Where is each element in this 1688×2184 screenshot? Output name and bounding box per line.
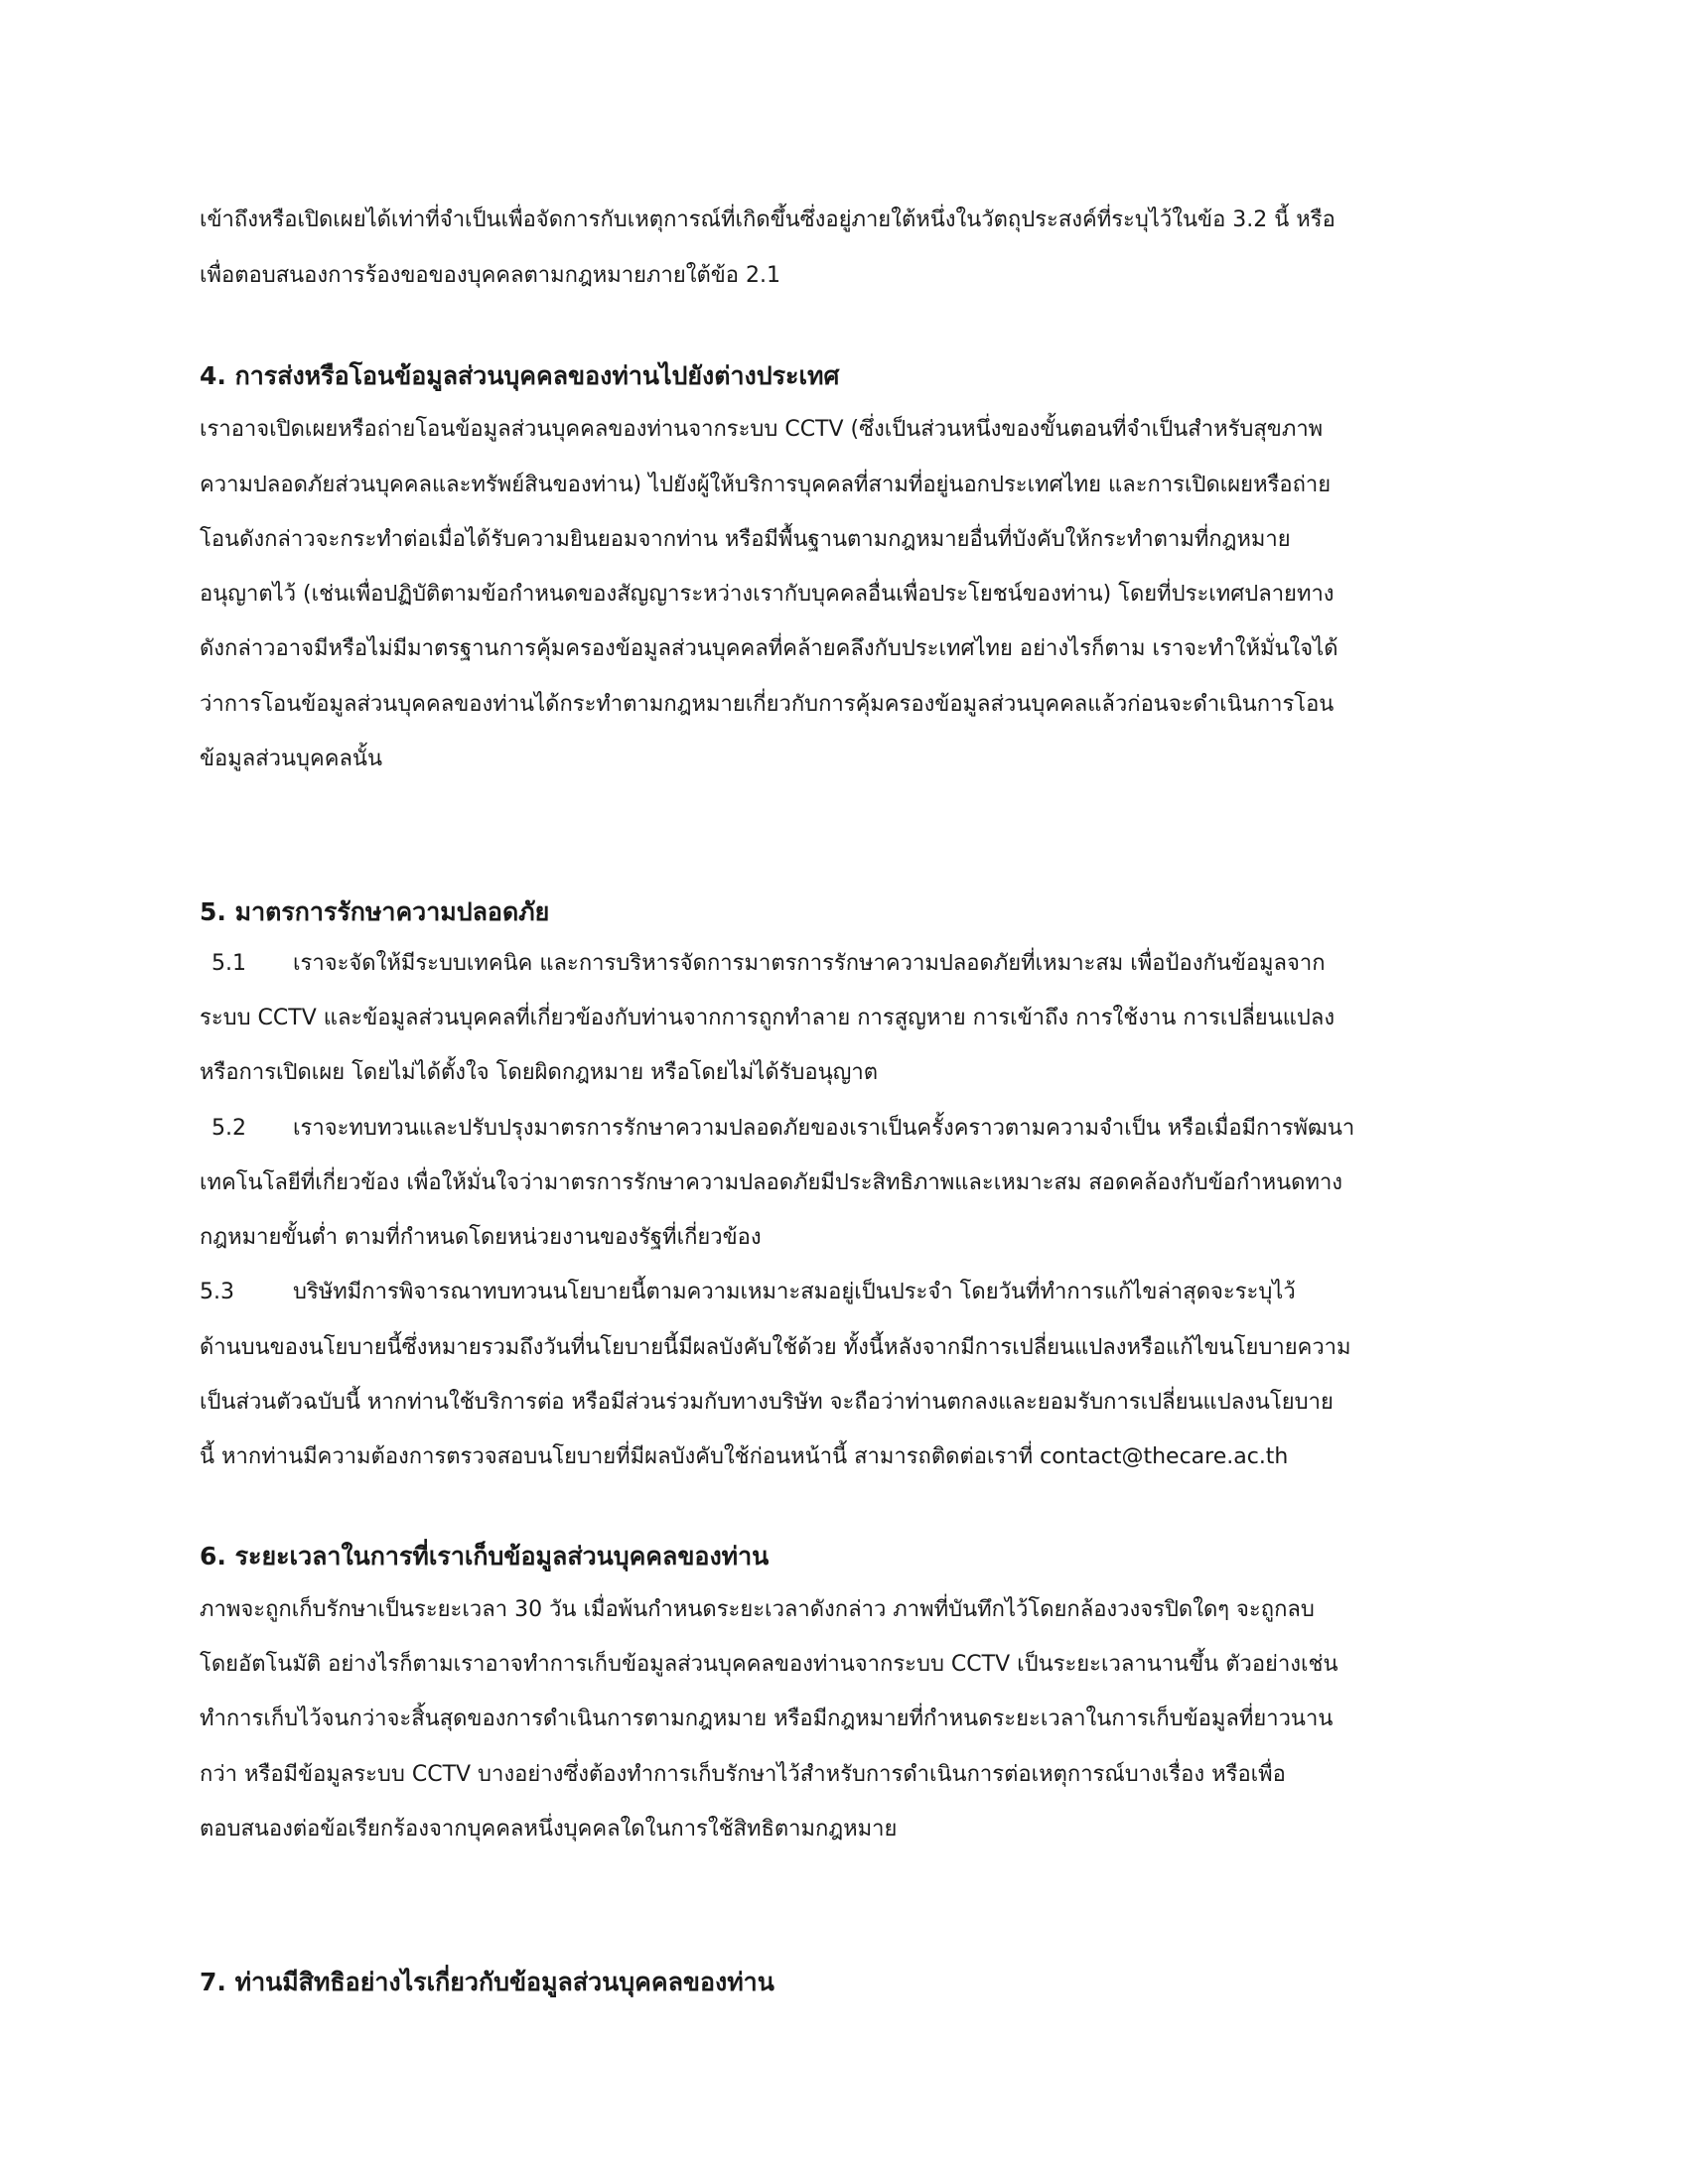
- section-4-line: ความปลอดภัยส่วนบุคคลและทรัพย์สินของท่าน) ไปยังผู้ให้บริการบุคคลที่สามที่อยู่นอกประเทศไทย และการเปิดเผยหรือถ่าย: [200, 473, 1332, 497]
- section-5-3-line: ด้านบนของนโยบายนี้ซึ่งหมายรวมถึงวันที่นโยบายนี้มีผลบังคับใช้ด้วย ทั้งนี้หลังจากมีการเปลี่ยนแปลงหรือแก้ไขนโยบายความ: [200, 1335, 1351, 1360]
- section-6-line: ทำการเก็บไว้จนกว่าจะสิ้นสุดของการดำเนินการตามกฎหมาย หรือมีกฎหมายที่กำหนดระยะเวลาในการเก็บข้อมูลที่ยาวนาน: [200, 1706, 1334, 1731]
- section-4-line: ข้อมูลส่วนบุคคลนั้น: [200, 747, 383, 771]
- section-6-line: ภาพจะถูกเก็บรักษาเป็นระยะเวลา 30 วัน เมื่อพ้นกำหนดระยะเวลาดังกล่าว ภาพที่บันทึกไว้โดยกล้องวงจรปิดใดๆ จะถูกลบ: [200, 1597, 1315, 1622]
- section-4-line: ว่าการโอนข้อมูลส่วนบุคคลของท่านได้กระทำตามกฎหมายเกี่ยวกับการคุ้มครองข้อมูลส่วนบุคคลแล้วก่อนจะดำเนินการโอน: [200, 692, 1335, 717]
- section-5-heading: 5. มาตรการรักษาความปลอดภัย: [200, 897, 550, 926]
- section-5-2-line: กฎหมายขั้นต่ำ ตามที่กำหนดโดยหน่วยงานของรัฐที่เกี่ยวข้อง: [200, 1225, 762, 1250]
- item-number: 5.1: [211, 951, 246, 976]
- section-4-heading: 4. การส่งหรือโอนข้อมูลส่วนบุคคลของท่านไปยังต่างประเทศ: [200, 361, 840, 390]
- intro-line: เข้าถึงหรือเปิดเผยได้เท่าที่จำเป็นเพื่อจัดการกับเหตุการณ์ที่เกิดขึ้นซึ่งอยู่ภายใต้หนึ่งในวัตถุประสงค์ที่ระบุไว้ในข้อ 3.2 นี้ หรือ: [200, 207, 1336, 232]
- item-text: เราจะทบทวนและปรับปรุงมาตรการรักษาความปลอดภัยของเราเป็นครั้งคราวตามความจำเป็น หรือเมื่อมีการพัฒนา: [293, 1116, 1355, 1141]
- section-6-line: โดยอัตโนมัติ อย่างไรก็ตามเราอาจทำการเก็บข้อมูลส่วนบุคคลของท่านจากระบบ CCTV เป็นระยะเวลานานขึ้น ตัวอย่างเช่น: [200, 1652, 1338, 1677]
- section-5-3-line: นี้ หากท่านมีความต้องการตรวจสอบนโยบายที่มีผลบังคับใช้ก่อนหน้านี้ สามารถติดต่อเราที่ contact@thecare.ac.th: [200, 1444, 1289, 1469]
- section-5-2-line: [200, 1114, 1490, 1144]
- item-text: บริษัทมีการพิจารณาทบทวนนโยบายนี้ตามความเหมาะสมอยู่เป็นประจำ โดยวันที่ทำการแก้ไขล่าสุดจะระบุไว้: [293, 1280, 1296, 1304]
- section-6-line: ตอบสนองต่อข้อเรียกร้องจากบุคคลหนึ่งบุคคลใดในการใช้สิทธิตามกฎหมาย: [200, 1817, 898, 1842]
- item-text: เราจะจัดให้มีระบบเทคนิค และการบริหารจัดการมาตรการรักษาความปลอดภัยที่เหมาะสม เพื่อป้องกันข้อมูลจาก: [293, 951, 1326, 976]
- section-5-1-line: ระบบ CCTV และข้อมูลส่วนบุคคลที่เกี่ยวข้องกับท่านจากการถูกทำลาย การสูญหาย การเข้าถึง การใช้งาน การเปลี่ยนแปลง: [200, 1006, 1336, 1030]
- section-5-1-line: [200, 949, 1490, 979]
- section-6-heading: 6. ระยะเวลาในการที่เราเก็บข้อมูลส่วนบุคคลของท่าน: [200, 1542, 770, 1570]
- section-4-line: โอนดังกล่าวจะกระทำต่อเมื่อได้รับความยินยอมจากท่าน หรือมีพื้นฐานตามกฎหมายอื่นที่บังคับให้กระทำตามที่กฎหมาย: [200, 527, 1291, 552]
- section-5-1-line: หรือการเปิดเผย โดยไม่ได้ตั้งใจ โดยผิดกฎหมาย หรือโดยไม่ได้รับอนุญาต: [200, 1060, 879, 1085]
- item-number: 5.3: [200, 1280, 234, 1304]
- section-5-3-line: เป็นส่วนตัวฉบับนี้ หากท่านใช้บริการต่อ หรือมีส่วนร่วมกับทางบริษัท จะถือว่าท่านตกลงและยอมรับการเปลี่ยนแปลงนโยบาย: [200, 1390, 1334, 1415]
- section-4-line: เราอาจเปิดเผยหรือถ่ายโอนข้อมูลส่วนบุคคลของท่านจากระบบ CCTV (ซึ่งเป็นส่วนหนึ่งของขั้นตอนที่จำเป็นสำหรับสุขภาพ: [200, 417, 1324, 442]
- intro-line: เพื่อตอบสนองการร้องขอของบุคคลตามกฎหมายภายใต้ข้อ 2.1: [200, 263, 780, 288]
- section-5-2-line: เทคโนโลยีที่เกี่ยวข้อง เพื่อให้มั่นใจว่ามาตรการรักษาความปลอดภัยมีประสิทธิภาพและเหมาะสม สอดคล้องกับข้อกำหนดทาง: [200, 1170, 1343, 1195]
- section-4-line: ดังกล่าวอาจมีหรือไม่มีมาตรฐานการคุ้มครองข้อมูลส่วนบุคคลที่คล้ายคลึงกับประเทศไทย อย่างไรก็ตาม เราจะทำให้มั่นใจได้: [200, 636, 1338, 661]
- item-number: 5.2: [211, 1116, 246, 1141]
- section-7-heading: 7. ท่านมีสิทธิอย่างไรเกี่ยวกับข้อมูลส่วนบุคคลของท่าน: [200, 1968, 774, 1996]
- section-5-3-line: [200, 1278, 1490, 1307]
- section-4-line: อนุญาตไว้ (เช่นเพื่อปฏิบัติตามข้อกำหนดของสัญญาระหว่างเรากับบุคคลอื่นเพื่อประโยชน์ของท่าน) โดยที่ประเทศปลายทาง: [200, 582, 1335, 607]
- section-6-line: กว่า หรือมีข้อมูลระบบ CCTV บางอย่างซึ่งต้องทำการเก็บรักษาไว้สำหรับการดำเนินการต่อเหตุการณ์บางเรื่อง หรือเพื่อ: [200, 1762, 1286, 1787]
- document-page: [200, 0, 1490, 2184]
